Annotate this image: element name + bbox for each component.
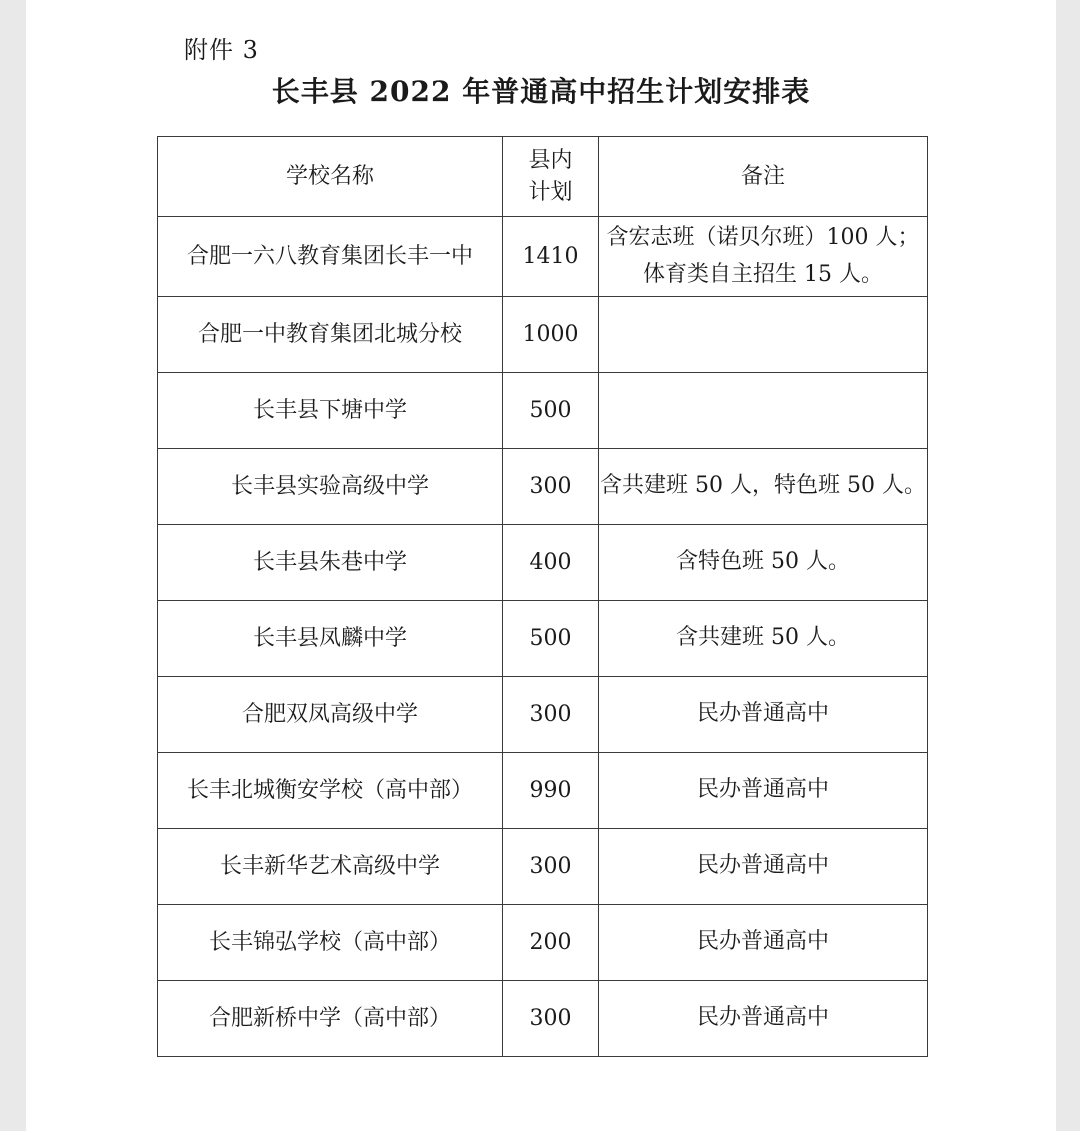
note-cell bbox=[599, 373, 928, 449]
school-name-cell: 长丰县实验高级中学 bbox=[158, 449, 503, 525]
table-row bbox=[158, 677, 928, 753]
header-note: 备注 bbox=[599, 137, 928, 217]
plan-cell: 990 bbox=[503, 753, 599, 829]
table-row bbox=[158, 217, 928, 297]
plan-cell: 400 bbox=[503, 525, 599, 601]
school-name-cell: 长丰新华艺术高级中学 bbox=[158, 829, 503, 905]
plan-cell: 200 bbox=[503, 905, 599, 981]
table-row bbox=[158, 297, 928, 373]
enrollment-plan-table bbox=[157, 136, 928, 1057]
table-row bbox=[158, 373, 928, 449]
table-row bbox=[158, 753, 928, 829]
header-plan-line2: 计划 bbox=[528, 179, 573, 205]
note-text: 含宏志班（诺贝尔班）100 人； 体育类自主招生 15 人。 bbox=[606, 225, 920, 287]
header-plan bbox=[503, 137, 599, 217]
table-row bbox=[158, 525, 928, 601]
plan-cell: 300 bbox=[503, 981, 599, 1057]
plan-cell: 1000 bbox=[503, 297, 599, 373]
note-text: 含共建班 50 人。 bbox=[676, 625, 850, 651]
school-name-cell: 长丰县朱巷中学 bbox=[158, 525, 503, 601]
plan-cell: 500 bbox=[503, 373, 599, 449]
document-page bbox=[26, 0, 1056, 1131]
table-header-row bbox=[158, 137, 928, 217]
note-text: 民办普通高中 bbox=[696, 853, 829, 879]
note-cell bbox=[599, 677, 928, 753]
note-text: 民办普通高中 bbox=[696, 701, 829, 727]
plan-cell: 1410 bbox=[503, 217, 599, 297]
note-cell bbox=[599, 753, 928, 829]
table-row bbox=[158, 905, 928, 981]
note-cell bbox=[599, 297, 928, 373]
table-row bbox=[158, 449, 928, 525]
school-name-cell: 合肥一中教育集团北城分校 bbox=[158, 297, 503, 373]
school-name-cell: 长丰县下塘中学 bbox=[158, 373, 503, 449]
school-name-cell: 合肥一六八教育集团长丰一中 bbox=[158, 217, 503, 297]
note-cell bbox=[599, 829, 928, 905]
header-school-name: 学校名称 bbox=[158, 137, 503, 217]
note-cell bbox=[599, 981, 928, 1057]
school-name-cell: 长丰锦弘学校（高中部） bbox=[158, 905, 503, 981]
plan-cell: 500 bbox=[503, 601, 599, 677]
attachment-label: 附件 3 bbox=[184, 36, 259, 64]
note-cell bbox=[599, 449, 928, 525]
plan-cell: 300 bbox=[503, 829, 599, 905]
table-row bbox=[158, 601, 928, 677]
school-name-cell: 合肥双凤高级中学 bbox=[158, 677, 503, 753]
page-title: 长丰县 2022 年普通高中招生计划安排表 bbox=[271, 75, 811, 108]
header-plan-line1: 县内 bbox=[528, 147, 573, 173]
note-text: 民办普通高中 bbox=[696, 1005, 829, 1031]
note-text: 民办普通高中 bbox=[696, 777, 829, 803]
school-name-cell: 长丰北城衡安学校（高中部） bbox=[158, 753, 503, 829]
note-text: 含特色班 50 人。 bbox=[676, 549, 850, 575]
school-name-cell: 长丰县凤麟中学 bbox=[158, 601, 503, 677]
table-row bbox=[158, 829, 928, 905]
note-cell bbox=[599, 601, 928, 677]
school-name-cell: 合肥新桥中学（高中部） bbox=[158, 981, 503, 1057]
note-cell bbox=[599, 525, 928, 601]
note-text: 民办普通高中 bbox=[696, 929, 829, 955]
plan-cell: 300 bbox=[503, 677, 599, 753]
note-cell bbox=[599, 905, 928, 981]
table-row bbox=[158, 981, 928, 1057]
note-cell bbox=[599, 217, 928, 297]
note-text: 含共建班 50 人，特色班 50 人。 bbox=[600, 473, 926, 499]
plan-cell: 300 bbox=[503, 449, 599, 525]
